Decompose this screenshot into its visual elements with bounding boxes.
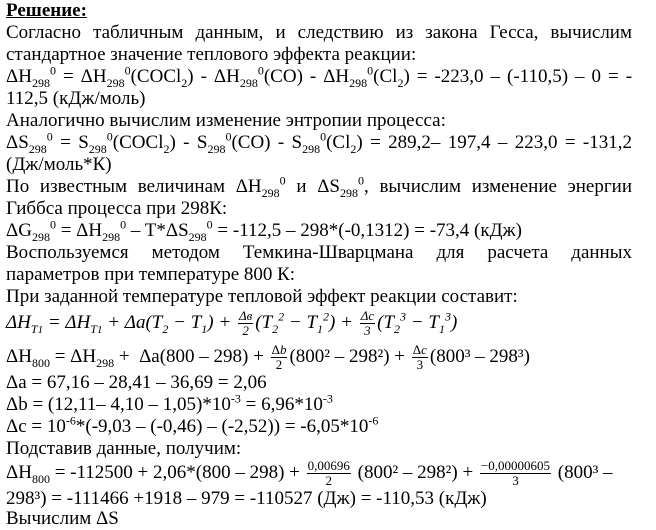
enthalpy-equation-tail: = -223,0 – (-110,5) – 0 = -: [416, 66, 633, 87]
final-fraction-c-numerator: −0,00000605: [480, 458, 550, 474]
delta-c-body: *(-9,03 – (-0,46) – (-2,52)) = -6,05*10: [75, 416, 369, 437]
final-fraction-b-numerator: 0,00696: [307, 458, 350, 474]
paragraph-entropy: Аналогично вычислим изменение энтропии процесса:: [6, 110, 446, 131]
final-equation-end: (800³ –: [557, 462, 613, 483]
paragraph-heat-effect: При заданной температуре тепловой эффект реакции составит:: [6, 286, 518, 307]
final-equation-line1: $\Delta H_{800} = -112500 + 2,06*(800 - 298)$ + $\frac{0,00696}{2}$ (800² – 298²) + $\frac{-0,00000605}{3}$ (800³ –: [6, 458, 613, 489]
paragraph-substitute: Подставив данные, получим:: [6, 438, 242, 459]
paragraph-hess-line1: Согласно табличным данным, и следствию из закона Гесса, вычислим: [6, 22, 632, 43]
delta-c-result-exponent: -6: [368, 413, 379, 428]
delta-c-prefix: Δc = 10: [6, 416, 66, 437]
gibbs-equation-tail: = -112,5 – 298*(-0,1312) = -73,4 (кДж): [217, 220, 523, 241]
h800-fraction-b: $\frac{\Delta b}{2}$: [271, 342, 287, 373]
delta-b-value: Δb = (12,11– 4,10 – 1,05)*10: [6, 394, 231, 415]
temkin-formula: $\Delta H_{T1} = \Delta H_{T1} + \Delta a(T_2 - T_1)$ + $\frac{\Delta в}{2}$ $(T_2^2 - T_1^2)$ + $\frac{\Delta c}{3}$ $(T_2^3 - T_1^3)$: [6, 308, 458, 339]
final-equation-mid: (800² – 298²) +: [357, 462, 474, 483]
paragraph-gibbs-line2: Гиббса процесса при 298К:: [6, 198, 228, 219]
final-equation-line2: 298³) = -111466 +1918 – 979 = -110527 (Дж) = -110,53 (кДж): [6, 488, 487, 509]
delta-b-exponent: -3: [230, 391, 241, 406]
entropy-equation-tail: = 289,2– 197,4 – 223,0 = -131,2: [370, 132, 632, 153]
entropy-equation: $\Delta S_{298}^0$ = $S_{298}^0(COCl_2) - S_{298}^0(CO) - S_{298}^0(Cl_2) = 289,2-$ 197,4 – 223,0 = -131,2: [6, 129, 632, 156]
final-fraction-b-denominator: 2: [325, 473, 333, 489]
delta-b-line: [6, 391, 333, 416]
delta-b-result: = 6,96*10: [240, 394, 323, 415]
h800-a-term: Δa(800 – 298) +: [139, 346, 264, 367]
h800-formula: $\Delta H_{800} = \Delta H_{298} + \Delta a(800 - 298)$ + $\frac{\Delta b}{2}$ (800² – 298²) + $\frac{\Delta c}{3}$ (800³ – 298³): [6, 342, 530, 373]
fraction-dc: $\frac{\Delta c}{3}$: [360, 308, 375, 339]
delta-c-exponent: -6: [65, 413, 76, 428]
delta-a-line: Δa = 67,16 – 28,41 – 36,69 = 2,06: [6, 372, 267, 393]
enthalpy-equation: $\Delta H_{298}^0$ = $\Delta H_{298}^0(COCl_2) - \Delta H_{298}^0(CO) - \Delta H_{298}^0(Cl_2) = -223,0 - (-110,5) - 0$ = -: [6, 63, 633, 90]
gibbs-equation: $\Delta G_{298}^0 = \Delta H_{298}^0 - T*\Delta S_{298}^0 = -112,5 - 298*(-0,1312) = -73,4$ (кДж): [6, 217, 523, 244]
gibbs-intro: По известным величинам: [6, 176, 226, 197]
paragraph-hess-line2: стандартное значение теплового эффекта реакции:: [6, 44, 417, 65]
enthalpy-result: 112,5 (кДж/моль): [6, 88, 146, 109]
cut-off-line: Вычислим ΔS: [6, 508, 119, 529]
final-fraction-c-denominator: 3: [512, 473, 519, 489]
final-equation-prefix: = -112500 + 2,06*(800 – 298) +: [54, 462, 300, 483]
paragraph-gibbs-line1: По известным величинам $\Delta H_{298}^0$ и $\Delta S_{298}^0$, вычислим изменение энергии: [6, 173, 632, 200]
gibbs-intro-tail: вычислим изменение энергии: [379, 176, 632, 197]
paragraph-temkin-line1: Воспользуемся методом Темкина-Шварцмана для расчета данных: [6, 242, 632, 263]
fraction-db: $\frac{\Delta в}{2}$: [238, 308, 253, 339]
h800-b-term: (800² – 298²) +: [289, 346, 405, 367]
delta-c-line: [6, 413, 379, 438]
entropy-units: (Дж/моль*К): [6, 154, 112, 175]
final-fraction-c: [480, 459, 551, 488]
h800-fraction-c: $\frac{\Delta c}{3}$: [412, 342, 427, 373]
delta-b-result-exponent: -3: [322, 391, 333, 406]
h800-c-term: (800³ – 298³): [429, 346, 530, 367]
paragraph-temkin-line2: параметров при температуре 800 К:: [6, 264, 296, 285]
solution-heading: Решение:: [6, 0, 87, 21]
final-fraction-b: [307, 459, 351, 488]
